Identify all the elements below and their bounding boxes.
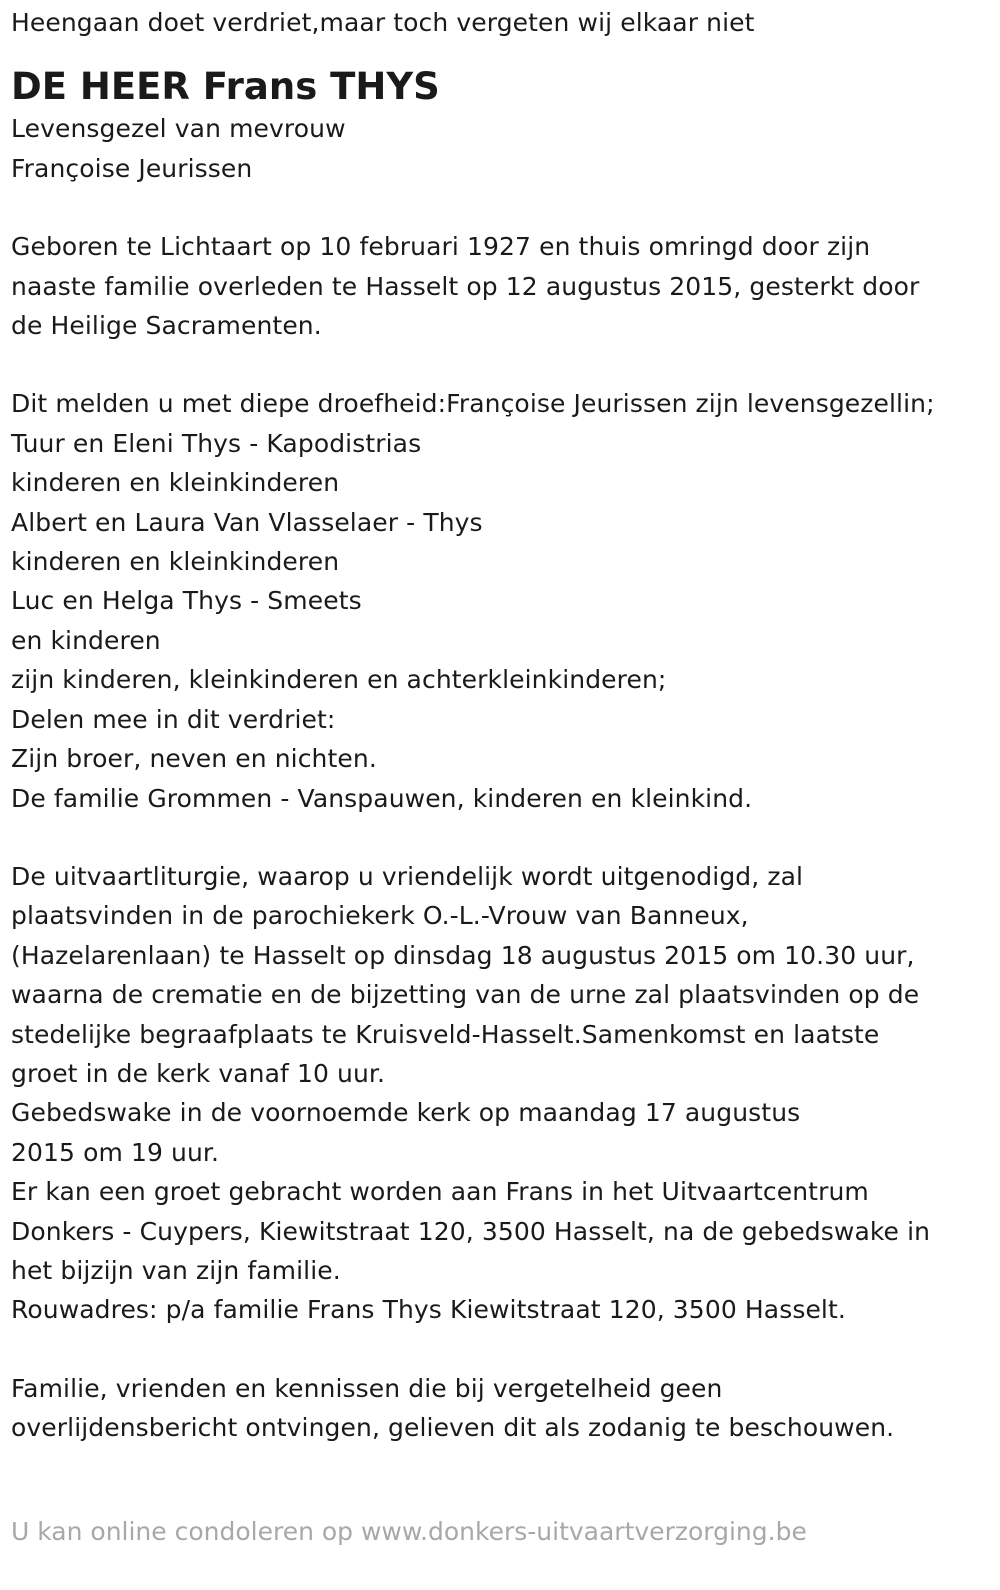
family-line: Dit melden u met diepe droefheid:Françoise Jeurissen zijn levensgezellin;: [11, 389, 935, 419]
family-line: kinderen en kleinkinderen: [11, 468, 340, 498]
family-line: Tuur en Eleni Thys - Kapodistrias: [11, 428, 422, 458]
closing-note: [11, 1369, 991, 1448]
spouse-line: Levensgezel van mevrouw: [11, 114, 346, 144]
obituary-document: [11, 0, 991, 1448]
paragraph-line: naaste familie overleden te Hasselt op 12 augustus 2015, gesterkt door: [11, 271, 920, 301]
funeral-line: groet in de kerk vanaf 10 uur.: [11, 1058, 386, 1088]
family-line: Luc en Helga Thys - Smeets: [11, 586, 362, 616]
condolence-footer: U kan online condoleren op www.donkers-uitvaartverzorging.be: [11, 1517, 807, 1546]
funeral-line: stedelijke begraafplaats te Kruisveld-Hasselt.Samenkomst en laatste: [11, 1019, 880, 1049]
closing-line: overlijdensbericht ontvingen, gelieven dit als zodanig te beschouwen.: [11, 1413, 895, 1443]
funeral-line: het bijzijn van zijn familie.: [11, 1255, 341, 1285]
deceased-name: DE HEER Frans THYS: [11, 65, 440, 109]
family-line: zijn kinderen, kleinkinderen en achterkleinkinderen;: [11, 665, 667, 695]
family-line: kinderen en kleinkinderen: [11, 547, 340, 577]
family-line: Albert en Laura Van Vlasselaer - Thys: [11, 507, 483, 537]
paragraph-line: de Heilige Sacramenten.: [11, 311, 322, 341]
funeral-line: plaatsvinden in de parochiekerk O.-L.-Vrouw van Banneux,: [11, 901, 749, 931]
funeral-line: waarna de crematie en de bijzetting van de urne zal plaatsvinden op de: [11, 980, 920, 1010]
paragraph-line: Geboren te Lichtaart op 10 februari 1927 en thuis omringd door zijn: [11, 232, 871, 262]
spouse-line: Françoise Jeurissen: [11, 153, 253, 183]
funeral-line: Gebedswake in de voornoemde kerk op maandag 17 augustus: [11, 1098, 801, 1128]
spouse-section: [11, 109, 991, 188]
funeral-details: [11, 857, 991, 1330]
family-line: en kinderen: [11, 625, 161, 655]
family-line: De familie Grommen - Vanspauwen, kinderen en kleinkind.: [11, 783, 753, 813]
funeral-line: Donkers - Cuypers, Kiewitstraat 120, 3500 Hasselt, na de gebedswake in: [11, 1216, 931, 1246]
funeral-line: 2015 om 19 uur.: [11, 1137, 220, 1167]
family-line: Zijn broer, neven en nichten.: [11, 744, 377, 774]
intro-quote: Heengaan doet verdriet,maar toch vergeten wij elkaar niet: [11, 8, 755, 37]
family-announcement: [11, 384, 991, 817]
birth-death-paragraph: [11, 227, 991, 345]
funeral-line: (Hazelarenlaan) te Hasselt op dinsdag 18 augustus 2015 om 10.30 uur,: [11, 940, 915, 970]
family-line: Delen mee in dit verdriet:: [11, 704, 336, 734]
funeral-line: Er kan een groet gebracht worden aan Frans in het Uitvaartcentrum: [11, 1177, 869, 1207]
funeral-line: Rouwadres: p/a familie Frans Thys Kiewitstraat 120, 3500 Hasselt.: [11, 1295, 846, 1325]
funeral-line: De uitvaartliturgie, waarop u vriendelijk wordt uitgenodigd, zal: [11, 861, 804, 891]
closing-line: Familie, vrienden en kennissen die bij vergetelheid geen: [11, 1373, 723, 1403]
